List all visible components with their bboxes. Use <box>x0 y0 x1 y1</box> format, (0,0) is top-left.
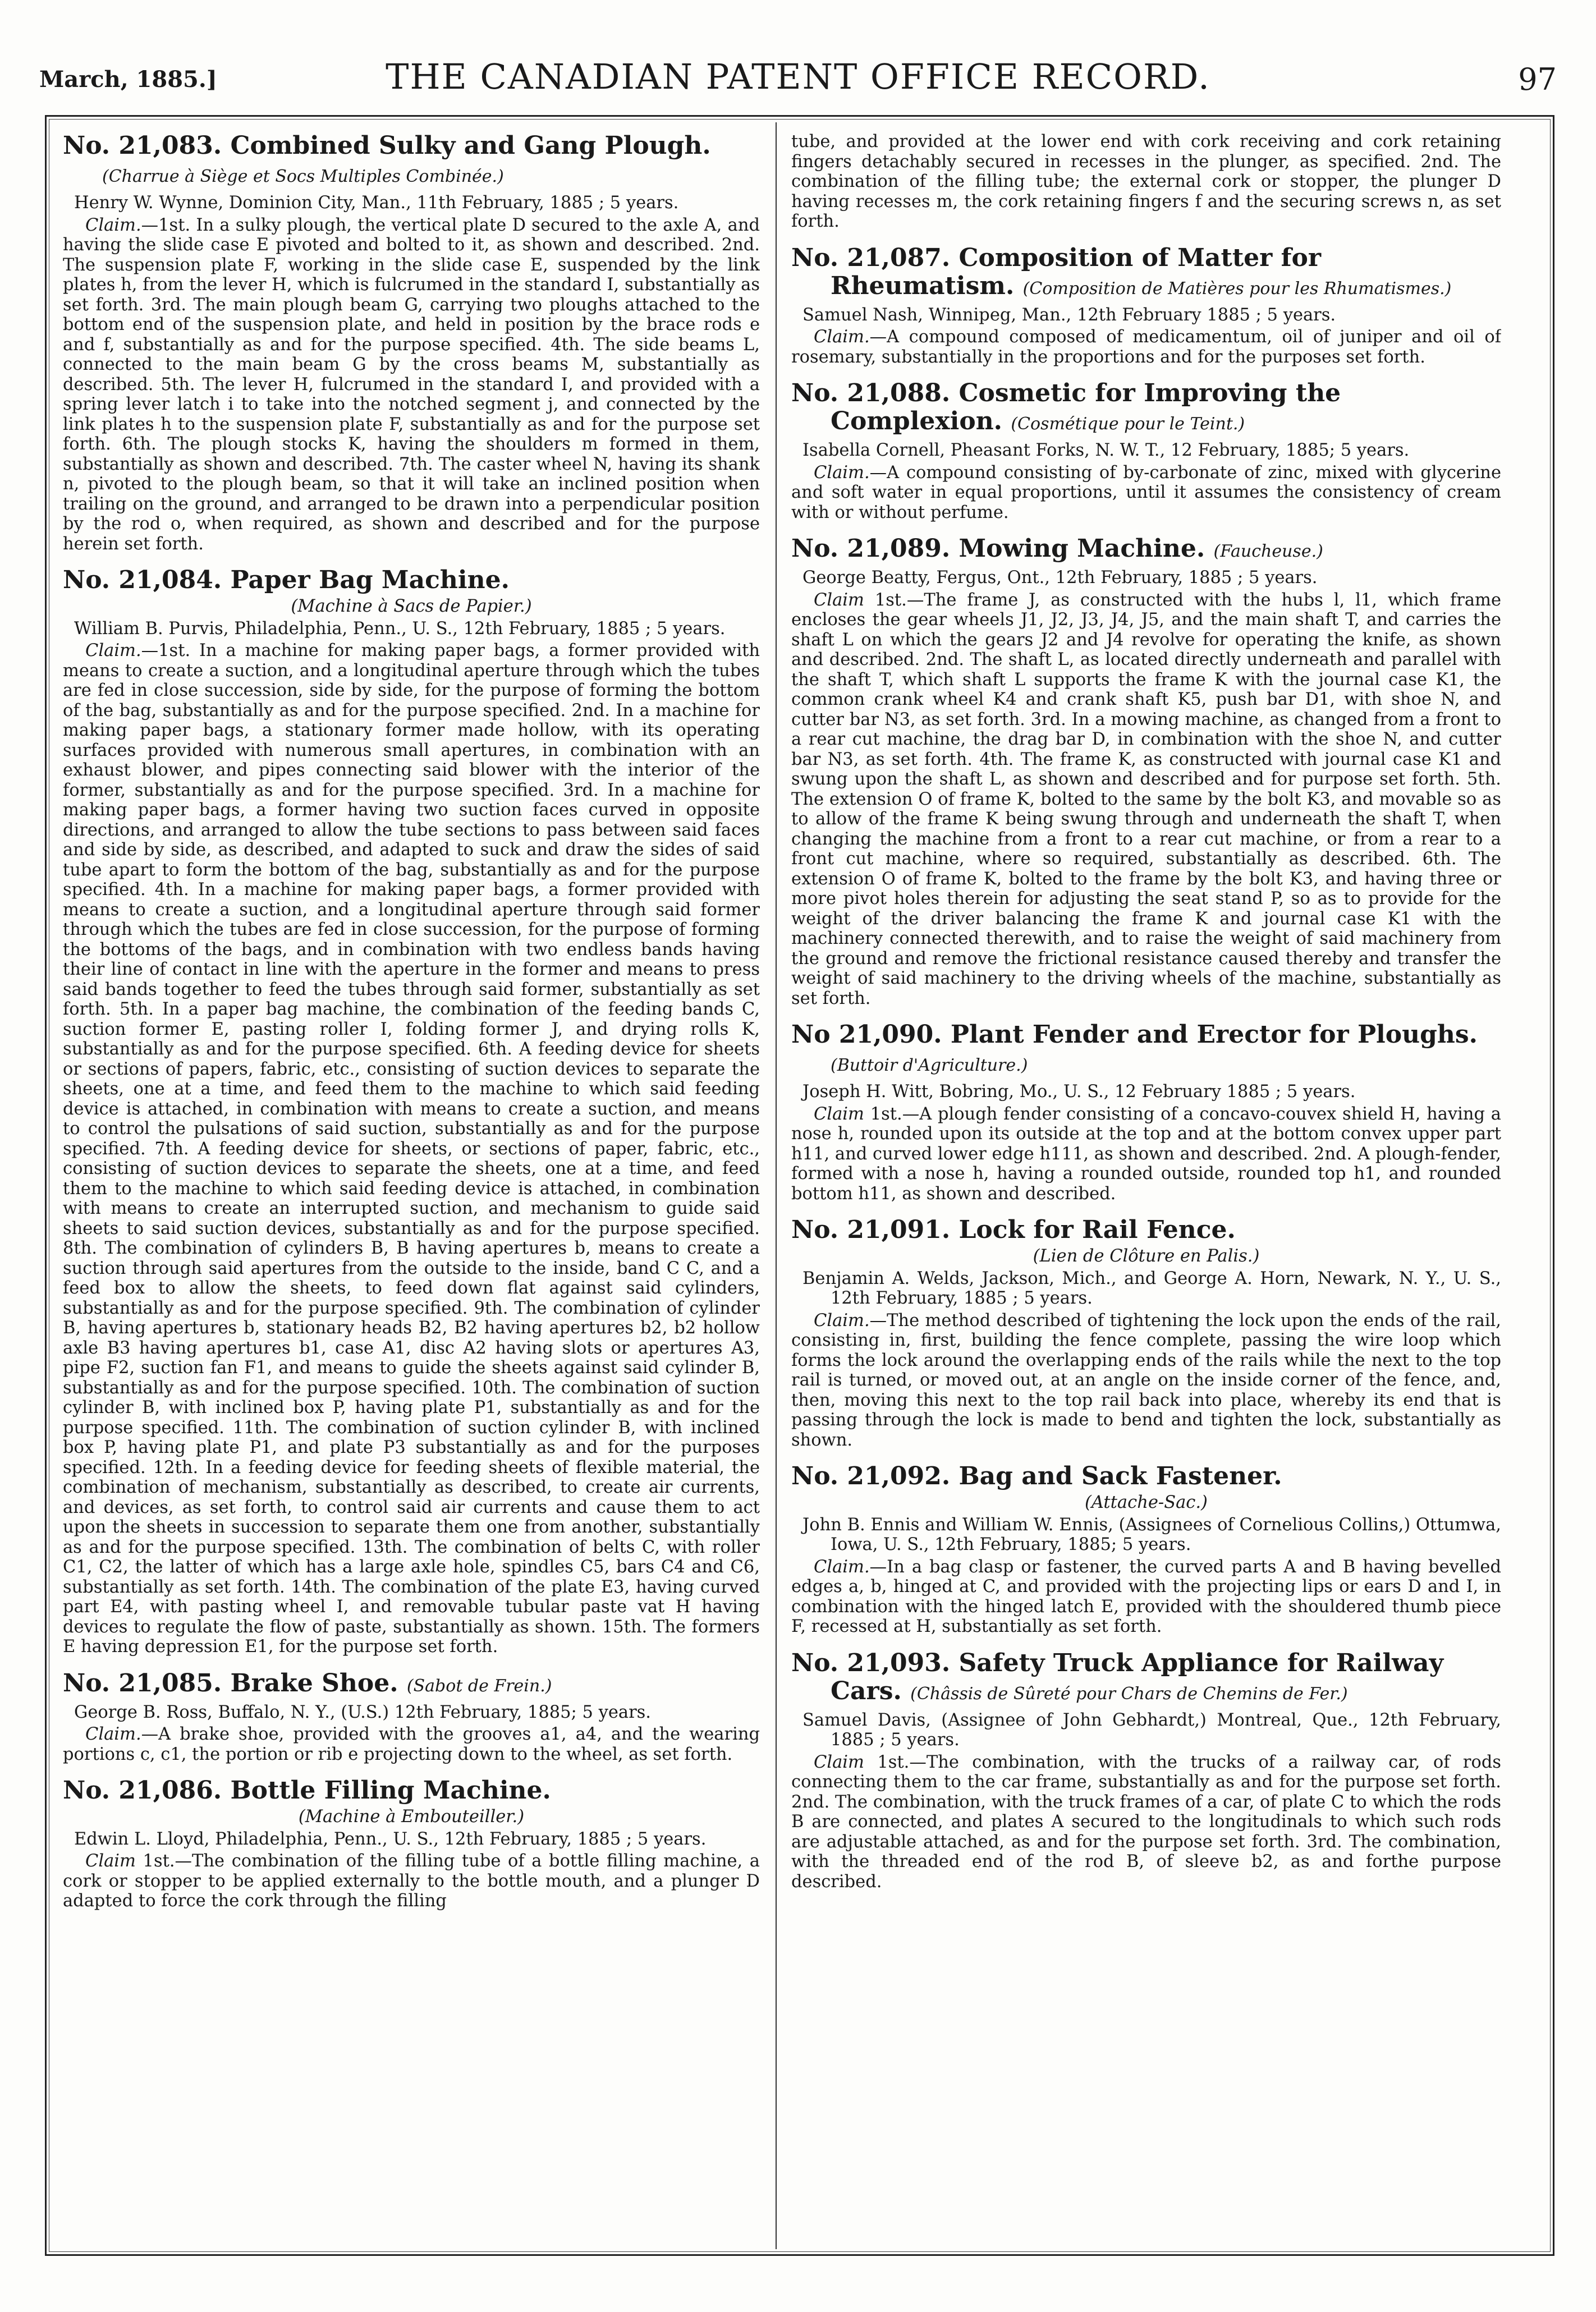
header-date: March, 1885.] <box>39 66 217 93</box>
entry-inventor: Edwin L. Lloyd, Philadelphia, Penn., U. S., 12th February, 1885 ; 5 years. <box>74 1829 707 1849</box>
column-divider <box>776 122 777 2249</box>
entry-claim: Claim 1st.—The frame J, as constructed with the hubs l, l1, which frame encloses the gear wheels J1, J2, J3, J4, J5, and the main shaft T, and carries the shaft L on which the gears J2 and J4 revolve for operating the knife, as shown and described. 2nd. The shaft L, as located directly underneath and parallel with the shaft T, which shaft L supports the frame K with the journal case K1, the common crank wheel K4 and crank shaft K5, push bar D1, with shoe N, and cutter bar N3, as set forth. 3rd. In a mowing machine, as changed from a front to a rear cut machine, the drag bar D, in combination with the shoe N, and cutter bar N3, as set forth. 4th. The frame K, as constructed with journal case K1 and swung upon the shaft L, as shown and described and for purpose set forth. 5th. The extension O of frame K, bolted to the same by the bolt K3, and movable so as to allow of the frame K being swung through and underneath the shaft T, when changing the machine from a front to a rear cut machine, or from a rear to a front cut machine, where so required, substantially as described. 6th. The extension O of frame K, bolted to the frame by the bolt K3, and having three or more pivot holes therein for adjusting the seat stand P, so as to provide for the weight of the driver balancing the frame K and journal case K1 with the machinery connected therewith, and to raise the weight of said machinery from the ground and remove the frictional resistance caused thereby and transfer the weight of said machinery to the driving wheels of the machine, substantially as set forth. <box>791 590 1501 1008</box>
entry-claim: Claim.—In a bag clasp or fastener, the curved parts A and B having bevelled edges a, b, hinged at C, and provided with the projecting lips or ears D and I, in combination with the hinged latch E, provided with the shouldered thumb piece F, recessed at H, substantially as set forth. <box>791 1557 1501 1636</box>
entry-claim: Claim.—1st. In a machine for making paper bags, a former provided with means to create a suction, and a longitudinal aperture through which the tubes are fed in close succession, side by side, for the purpose of forming the bottom of the bag, substantially as and for the purpose specified. 2nd. In a machine for making paper bags, a stationary former made hollow, with its operating surfaces provided with numerous small apertures, in combination with an exhaust blower, and pipes connecting said blower with the interior of the former, substantially as and for the purpose specified. 3rd. In a machine for making paper bags, a former having two suction faces curved in opposite directions, and arranged to allow the tube sections to pass between said faces and side by side, as described, and adapted to suck and draw the sides of said tube apart to form the bottom of the bag, substantially as and for the purpose specified. 4th. In a machine for making paper bags, a former provided with means to create a suction, and a longitudinal aperture through said former through which the tubes are fed in close succession, for the purpose of forming the bottoms of the bags, and in combination with two endless bands having their line of contact in line with the aperture in the former and means to press said bands together to feed the tubes through said former, substantially as set forth. 5th. In a paper bag machine, the combination of the feeding bands C, suction former E, pasting roller I, folding former J, and drying rolls K, substantially as and for the purpose specified. 6th. A feeding device for sheets or sections of papers, fabric, etc., consisting of suction devices to separate the sheets, one at a time, and feed them to the machine to which said feeding device is attached, in combination with means to create a suction, and means to control the pulsations of said suction, substantially as and for the purpose specified. 7th. A feeding device for sheets, or sections of paper, fabric, etc., consisting of suction devices to separate the sheets, one at a time, and feed them to the machine to which said feeding device is attached, in combination with means to create an interrupted suction, and mechanism to guide said sheets to said suction devices, substantially as and for the purpose specified. 8th. The combination of cylinders B, B having apertures b, means to create a suction through said apertures from the outside to the inside, band C C, and a feed box to allow the sheets, to feed down flat against said cylinders, substantially as and for the purpose specified. 9th. The combination of cylinder B, having apertures b, stationary heads B2, B2 having apertures b2, b2 hollow axle B3 having apertures b1, case A1, disc A2 having slots or apertures A3, pipe F2, suction fan F1, and means to guide the sheets against said cylinder B, substantially as and for the purpose specified. 10th. The combination of suction cylinder B, with inclined box P, having plate P1, substantially as and for the purpose specified. 11th. The combination of suction cylinder B, with inclined box P, having plate P1, and plate P3 substantially as and for the purposes specified. 12th. In a feeding device for feeding sheets of flexible material, the combination of mechanism, substantially as described, to create air currents, and devices, as set forth, to control said air currents and cause them to act upon the sheets in succession to separate them one from another, substantially as and for the purpose specified. 13th. The combination of belts C, with roller C1, C2, the latter of which has a large axle hole, spindles C5, bars C4 and C6, substantially as set forth. 14th. The combination of the plate E3, having curved part E4, with pasting wheel I, and removable tubular paste vat H having devices to regulate the flow of paste, substantially as shown. 15th. The formers E having depression E1, for the purpose set forth. <box>63 641 760 1657</box>
entry-inventor: William B. Purvis, Philadelphia, Penn., U. S., 12th February, 1885 ; 5 years. <box>74 618 726 639</box>
entry-claim: Claim.—A compound composed of medicamentum, oil of juniper and oil of rosemary, substantially in the proportions and for the purposes set forth. <box>791 327 1501 367</box>
header-title: THE CANADIAN PATENT OFFICE RECORD. <box>386 56 1210 97</box>
entry-inventor: Benjamin A. Welds, Jackson, Mich., and George A. Horn, Newark, N. Y., U. S., 12th February, 1885 ; 5 years. <box>802 1268 1501 1308</box>
entry-french-title: (Machine à Sacs de Papier.) <box>291 597 532 616</box>
entry-title: No. 21,083. Combined Sulky and Gang Plough. (Charrue à Siège et Socs Multiples Combinée.) <box>63 132 711 186</box>
patent-entry-21088 <box>791 379 1501 522</box>
entry-claim-continuation: tube, and provided at the lower end with cork receiving and cork retaining fingers detachably secured in recesses in the plunger, as specified. 2nd. The combination of the filling tube; the external cork or stopper, the plunger D having recesses m, the cork retaining fingers f and the securing screws n, as set forth. <box>791 132 1501 231</box>
patent-entry-21090 <box>791 1021 1501 1204</box>
entry-claim: Claim 1st.—The combination of the filling tube of a bottle filling machine, a cork or stopper to be applied externally to the bottle mouth, and a plunger D adapted to force the cork through the filling <box>63 1851 760 1911</box>
entry-inventor: Samuel Davis, (Assignee of John Gebhardt,) Montreal, Que., 12th February, 1885 ; 5 years. <box>802 1710 1501 1750</box>
entry-inventor: Joseph H. Witt, Bobring, Mo., U. S., 12 February 1885 ; 5 years. <box>802 1082 1356 1102</box>
entry-french-title: (Charrue à Siège et Socs Multiples Combinée.) <box>102 167 504 186</box>
entry-french-title: (Machine à Embouteiller.) <box>298 1807 525 1827</box>
right-column <box>791 132 1501 2242</box>
entry-inventor: George B. Ross, Buffalo, N. Y., (U.S.) 12th February, 1885; 5 years. <box>74 1702 651 1722</box>
patent-entry-21086-continued <box>791 132 1501 232</box>
entry-inventor: Henry W. Wynne, Dominion City, Man., 11th February, 1885 ; 5 years. <box>74 193 679 213</box>
patent-entry-21087 <box>791 244 1501 368</box>
entry-french-title: (Sabot de Frein.) <box>406 1676 552 1696</box>
entry-title: No. 21,093. Safety Truck Appliance for Railway Cars. (Châssis de Sûreté pour Chars de Chemins de Fer.) <box>791 1648 1444 1705</box>
entry-french-title: (Lien de Clôture en Palis.) <box>1033 1246 1260 1266</box>
entry-inventor: Samuel Nash, Winnipeg, Man., 12th February 1885 ; 5 years. <box>802 305 1336 325</box>
entry-claim: Claim.—The method described of tightening the lock upon the ends of the rail, consisting in, first, building the fence complete, passing the wire loop which forms the lock around the overlapping ends of the rails while the next to the top rail is turned, or moved out, at an angle on the inside corner of the fence, and, then, moving this next to the top rail back into place, whereby its end that is passing through the lock is made to bend and tighten the lock, substantially as shown. <box>791 1310 1501 1450</box>
entry-claim: Claim 1st.—A plough fender consisting of a concavo-couvex shield H, having a nose h, rounded upon its outside at the top and at the bottom convex upper part h11, and curved lower edge h111, as shown and described. 2nd. A plough-fender, formed with a nose h, having a rounded outside, rounded top h1, and rounded bottom h11, as shown and described. <box>791 1104 1501 1204</box>
entry-inventor: John B. Ennis and William W. Ennis, (Assignees of Cornelious Collins,) Ottumwa, Iowa, U. S., 12th February, 1885; 5 years. <box>802 1515 1501 1554</box>
entry-title: No. 21,092. Bag and Sack Fastener. <box>791 1462 1282 1490</box>
entry-french-title: (Buttoir d'Agriculture.) <box>831 1056 1028 1075</box>
entry-title: No. 21,091. Lock for Rail Fence. <box>791 1215 1236 1244</box>
entry-inventor: George Beatty, Fergus, Ont., 12th February, 1885 ; 5 years. <box>802 568 1318 588</box>
entry-french-title: (Attache-Sac.) <box>1085 1493 1208 1512</box>
entry-title: No. 21,085. Brake Shoe. (Sabot de Frein.) <box>63 1668 552 1698</box>
entry-claim: Claim.—A brake shoe, provided with the grooves a1, a4, and the wearing portions c, c1, the portion or rib e projecting down to the wheel, as set forth. <box>63 1724 760 1764</box>
patent-entry-21091 <box>791 1216 1501 1450</box>
patent-entry-21083 <box>63 132 760 554</box>
entry-inventor: Isabella Cornell, Pheasant Forks, N. W. T., 12 February, 1885; 5 years. <box>802 441 1410 460</box>
patent-entry-21092 <box>791 1462 1501 1637</box>
entry-french-title: (Composition de Matières pour les Rhumatismes.) <box>1022 278 1452 299</box>
entry-title: No. 21,086. Bottle Filling Machine. <box>63 1776 551 1805</box>
entry-french-title: (Cosmétique pour le Teint.) <box>1011 414 1245 434</box>
entry-title: No. 21,087. Composition of Matter for Rheumatism. (Composition de Matières pour les Rhumatismes.) <box>791 243 1452 300</box>
entry-title: No 21,090. Plant Fender and Erector for Ploughs. (Buttoir d'Agriculture.) <box>791 1020 1478 1075</box>
entry-french-title: (Châssis de Sûreté pour Chars de Chemins de Fer.) <box>910 1683 1348 1704</box>
entry-claim: Claim.—1st. In a sulky plough, the vertical plate D secured to the axle A, and having the slide case E pivoted and bolted to it, as shown and described. 2nd. The suspension plate F, working in the slide case E, suspended by the link plates h, from the lever H, which is fulcrumed in the standard I, substantially as set forth. 3rd. The main plough beam G, carrying two ploughs attached to the bottom end of the suspension plate, and held in position by the brace rods e and f, substantially as and for the purpose specified. 4th. The side beams L, connected to the main beam G by the cross beams M, substantially as described. 5th. The lever H, fulcrumed in the standard I, and provided with a spring lever latch i to take into the notched segment j, and connected by the link plates h to the suspension plate F, substantially as and for the purpose set forth. 6th. The plough stocks K, having the shoulders m formed in them, substantially as shown and described. 7th. The caster wheel N, having its shank n, pivoted to the plough beam, so that it will take an inclined position when trailing on the ground, and arranged to be drawn into a perpendicular position by the rod o, when required, as shown and described and for the purpose herein set forth. <box>63 215 760 554</box>
entry-title: No. 21,089. Mowing Machine. (Faucheuse.) <box>791 534 1323 563</box>
page-number: 97 <box>1518 62 1557 97</box>
patent-entry-21084 <box>63 566 760 1657</box>
entry-title: No. 21,088. Cosmetic for Improving the Complexion. (Cosmétique pour le Teint.) <box>791 379 1341 435</box>
left-column <box>63 132 760 2242</box>
patent-entry-21086 <box>63 1777 760 1911</box>
entry-french-title: (Faucheuse.) <box>1213 542 1323 561</box>
entry-claim: Claim 1st.—The combination, with the trucks of a railway car, of rods connecting them to the car frame, substantially as and for the purpose set forth. 2nd. The combination, with the truck frames of a car, of plate C to which the rods B are connected, and plates A secured to the longitudinals to which such rods are adjustable attached, as and for the purpose set forth. 3rd. The combination, with the threaded end of the rod B, of sleeve b2, as and forthe purpose described. <box>791 1752 1501 1892</box>
page-header <box>39 56 1557 107</box>
entry-title: No. 21,084. Paper Bag Machine. <box>63 566 510 594</box>
patent-entry-21085 <box>63 1669 760 1765</box>
entry-claim: Claim.—A compound consisting of by-carbonate of zinc, mixed with glycerine and soft water in equal proportions, until it assumes the consistency of cream with or without perfume. <box>791 462 1501 522</box>
patent-entry-21093 <box>791 1649 1501 1892</box>
patent-entry-21089 <box>791 535 1501 1008</box>
